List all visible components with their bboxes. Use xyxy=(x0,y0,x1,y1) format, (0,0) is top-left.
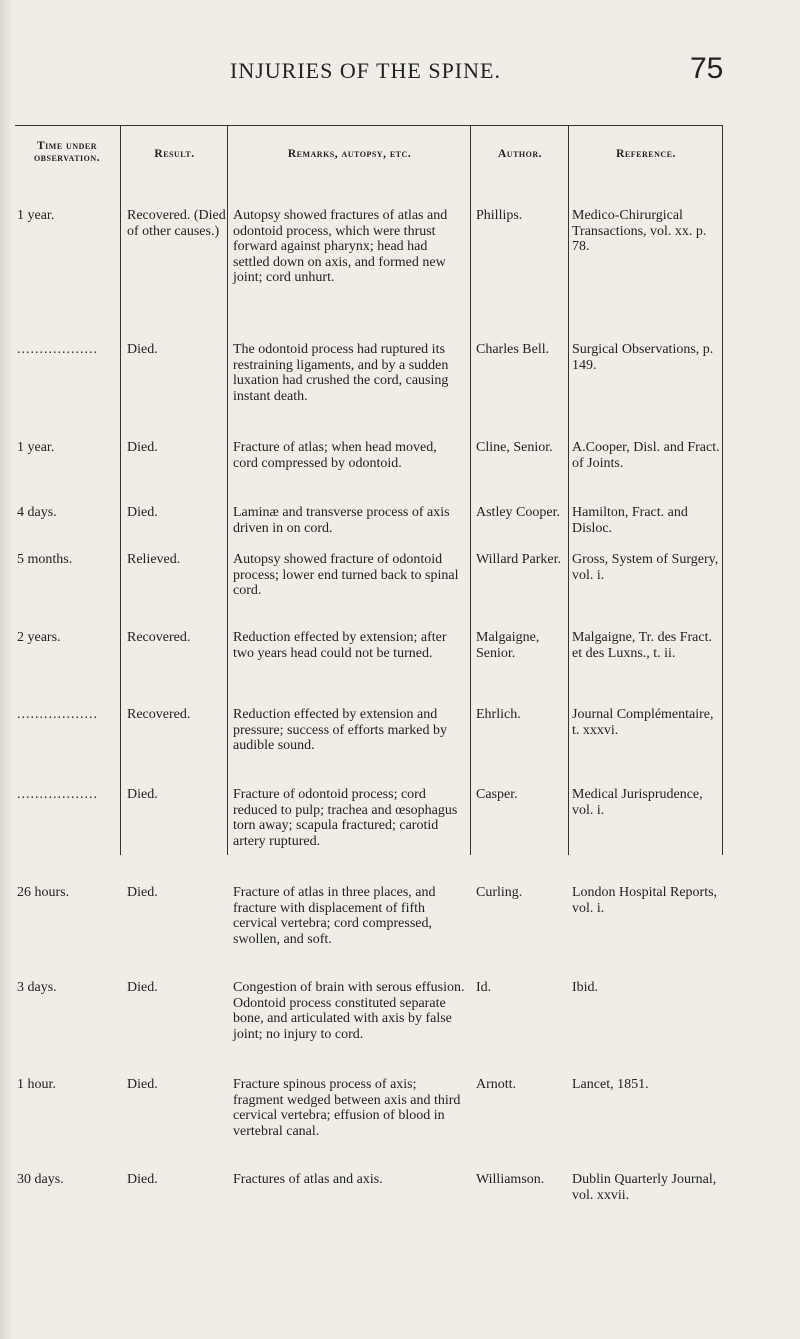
result-cell: Died. xyxy=(127,980,158,995)
reference-cell: Medico-Chirurgical Transactions, vol. xx. p. 78. xyxy=(572,208,707,254)
remarks-cell: The odontoid process had ruptured its restraining ligaments, and by a sudden luxation had crushed the cord, causing instant death. xyxy=(233,342,449,404)
author-cell: Phillips. xyxy=(476,208,523,223)
author-cell: Arnott. xyxy=(476,1077,517,1092)
remarks-cell: Reduction effected by extension; after two years head could not be turned. xyxy=(233,630,447,661)
reference-cell: Ibid. xyxy=(572,980,599,995)
result-cell: Died. xyxy=(127,440,158,455)
remarks-cell: Autopsy showed fracture of odontoid process; lower end turned back to spinal cord. xyxy=(233,552,459,598)
author-cell: Charles Bell. xyxy=(476,342,550,357)
reference-cell: Journal Complémentaire, t. xxxvi. xyxy=(572,707,714,738)
remarks-cell: Autopsy showed fractures of atlas and odontoid process, which were thrust forward against pharynx; head had settled down on axis, and formed new joint; cord unhurt. xyxy=(233,208,448,285)
result-cell: Died. xyxy=(127,787,158,802)
result-cell: Died. xyxy=(127,1077,158,1092)
header-time: Time under observation. xyxy=(33,140,101,164)
author-cell: Cline, Senior. xyxy=(476,440,553,455)
remarks-cell: Fracture of atlas; when head moved, cord compressed by odontoid. xyxy=(233,440,437,471)
remarks-cell: Reduction effected by extension and pressure; success of efforts marked by audible sound. xyxy=(233,707,447,753)
author-cell: Astley Cooper. xyxy=(476,505,560,520)
reference-cell: Dublin Quarterly Journal, vol. xxvii. xyxy=(572,1172,717,1203)
header-author: Author. xyxy=(497,148,543,160)
time-cell: 30 days. xyxy=(17,1172,64,1187)
author-cell: Malgaigne, Senior. xyxy=(476,630,540,661)
author-cell: Curling. xyxy=(476,885,523,900)
remarks-cell: Congestion of brain with serous effusion. Odontoid process constituted separate bone, and articulated with axis by false joint; no injury to cord. xyxy=(233,980,465,1042)
time-cell: 2 years. xyxy=(17,630,61,645)
result-cell: Died. xyxy=(127,885,158,900)
result-cell: Recovered. xyxy=(127,630,191,645)
author-cell: Casper. xyxy=(476,787,518,802)
reference-cell: London Hospital Reports, vol. i. xyxy=(572,885,718,916)
reference-cell: Malgaigne, Tr. des Fract. et des Luxns., t. ii. xyxy=(572,630,712,661)
time-cell: 1 year. xyxy=(17,208,55,223)
table-top-rule xyxy=(15,125,723,126)
remarks-cell: Fractures of atlas and axis. xyxy=(233,1172,383,1187)
result-cell: Recovered. (Died of other causes.) xyxy=(127,208,226,239)
reference-cell: Hamilton, Fract. and Disloc. xyxy=(572,505,688,536)
time-cell: 26 hours. xyxy=(17,885,70,900)
remarks-cell: Laminæ and transverse process of axis driven in on cord. xyxy=(233,505,450,536)
time-cell: 4 days. xyxy=(17,505,57,520)
time-cell: 3 days. xyxy=(17,980,57,995)
result-cell: Died. xyxy=(127,1172,158,1187)
time-cell: 1 year. xyxy=(17,440,55,455)
header-result: Result. xyxy=(154,148,195,160)
remarks-cell: Fracture of atlas in three places, and fracture with displacement of fifth cervical vertebra; cord compressed, swollen, and soft. xyxy=(233,885,436,947)
time-cell: 5 months. xyxy=(17,552,73,567)
reference-cell: A.Cooper, Disl. and Fract. of Joints. xyxy=(572,440,720,471)
result-cell: Relieved. xyxy=(127,552,181,567)
reference-cell: Gross, System of Surgery, vol. i. xyxy=(572,552,719,583)
time-cell: .................. xyxy=(17,707,98,722)
result-cell: Died. xyxy=(127,342,158,357)
author-cell: Id. xyxy=(476,980,492,995)
time-cell: 1 hour. xyxy=(17,1077,56,1092)
header-remarks: Remarks, autopsy, etc. xyxy=(287,148,412,160)
page-number: 75 xyxy=(690,52,724,85)
column-divider xyxy=(722,125,723,855)
author-cell: Willard Parker. xyxy=(476,552,561,567)
result-cell: Recovered. xyxy=(127,707,191,722)
result-cell: Died. xyxy=(127,505,158,520)
author-cell: Ehrlich. xyxy=(476,707,521,722)
author-cell: Williamson. xyxy=(476,1172,545,1187)
reference-cell: Surgical Observations, p. 149. xyxy=(572,342,714,373)
remarks-cell: Fracture of odontoid process; cord reduced to pulp; trachea and œsophagus torn away; scapula fractured; carotid artery ruptured. xyxy=(233,787,458,849)
time-cell: .................. xyxy=(17,342,98,357)
reference-cell: Medical Jurisprudence, vol. i. xyxy=(572,787,703,818)
header-reference: Reference. xyxy=(616,148,676,160)
column-divider xyxy=(120,125,121,855)
column-divider xyxy=(227,125,228,855)
running-title: INJURIES OF THE SPINE. xyxy=(230,58,501,83)
remarks-cell: Fracture spinous process of axis; fragment wedged between axis and third cervical vertebra; effusion of blood in vertebral canal. xyxy=(233,1077,461,1139)
time-cell: .................. xyxy=(17,787,98,802)
column-divider xyxy=(568,125,569,855)
reference-cell: Lancet, 1851. xyxy=(572,1077,649,1092)
column-divider xyxy=(470,125,471,855)
